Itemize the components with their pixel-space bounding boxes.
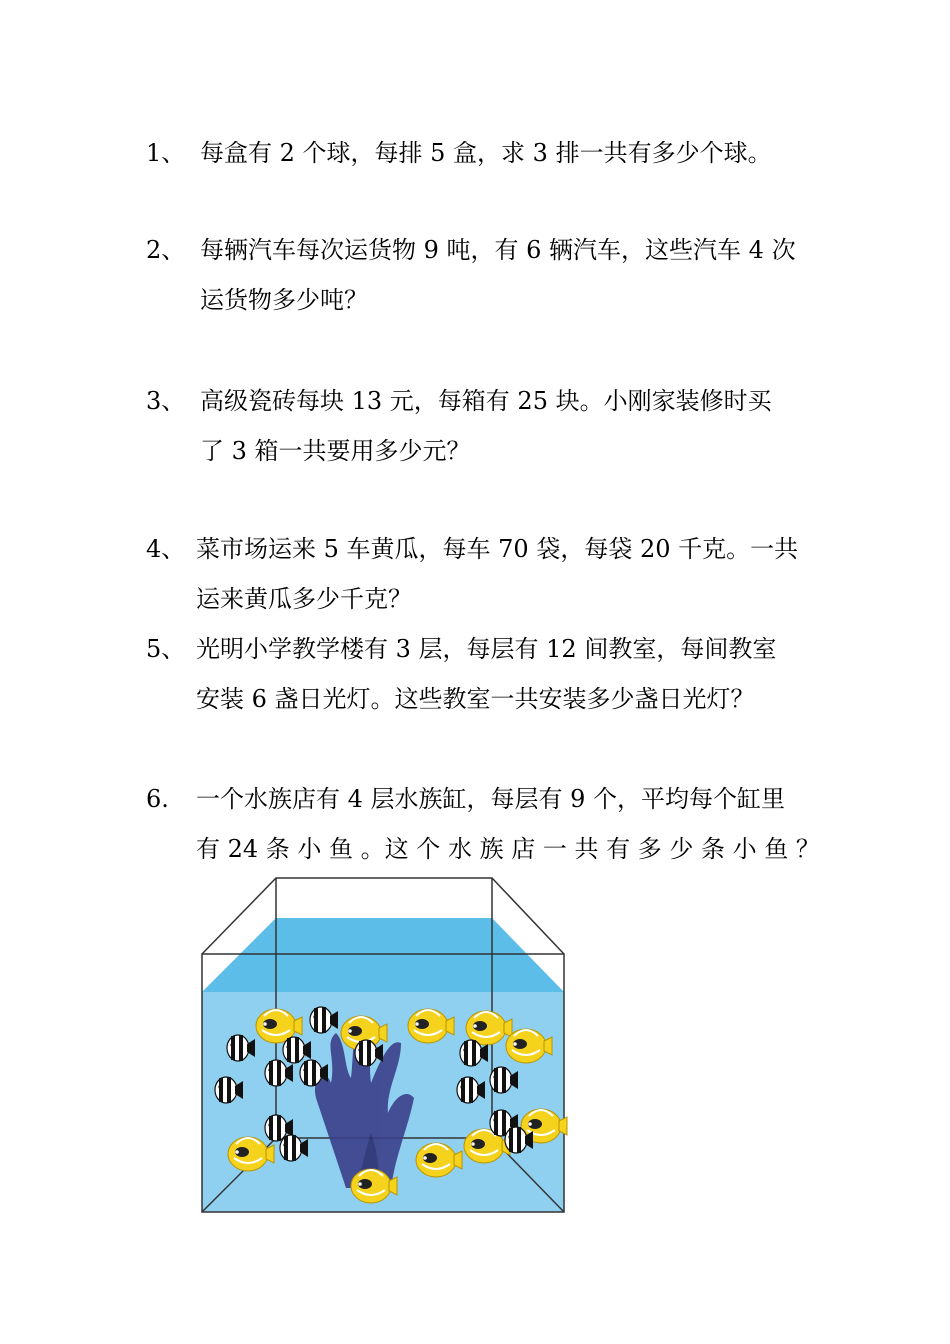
problem-number: 4、 [146, 535, 186, 563]
problem-text: 光明小学教学楼有 3 层，每层有 12 间教室，每间教室 [196, 635, 777, 663]
problem-text: 运货物多少吨？ [200, 286, 368, 314]
problem-text: 一个水族店有 4 层水族缸，每层有 9 个，平均每个缸里 [196, 785, 786, 813]
problem-text: 菜市场运来 5 车黄瓜，每车 70 袋，每袋 20 千克。一共 [196, 535, 799, 563]
problem-text: 安装 6 盏日光灯。这些教室一共安装多少盏日光灯？ [196, 685, 755, 713]
problem-number: 2、 [146, 236, 186, 264]
problem-text: 每盒有 2 个球，每排 5 盒，求 3 排一共有多少个球。 [200, 139, 772, 167]
fish-tank-icon [196, 868, 576, 1218]
problem-text: 高级瓷砖每块 13 元，每箱有 25 块。小刚家装修时买 [200, 387, 772, 415]
problem-text: 运来黄瓜多少千克？ [196, 585, 412, 613]
problem-number: 6. [146, 785, 169, 813]
problem-text: 有 24 条 小 鱼 。这 个 水 族 店 一 共 有 多 少 条 小 鱼 ？ [196, 835, 820, 863]
problem-text: 每辆汽车每次运货物 9 吨，有 6 辆汽车，这些汽车 4 次 [200, 236, 796, 264]
water-surface [202, 918, 564, 992]
problem-text: 了 3 箱一共要用多少元？ [200, 437, 471, 465]
problem-number: 5、 [146, 635, 186, 663]
problem-number: 3、 [146, 387, 186, 415]
problem-number: 1、 [146, 139, 186, 167]
